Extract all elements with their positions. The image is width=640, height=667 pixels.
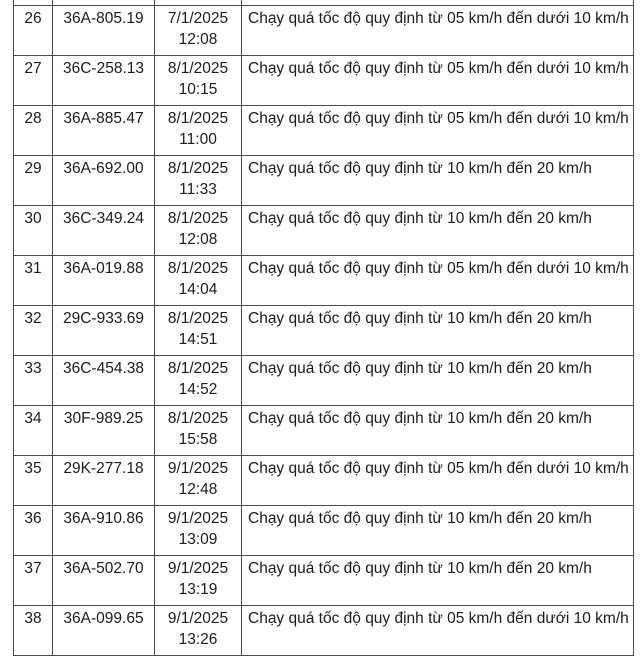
cell-violation — [242, 356, 634, 406]
cell-stt — [14, 356, 53, 406]
table-row — [14, 106, 634, 156]
cell-plate — [53, 6, 155, 56]
cell-time — [155, 356, 242, 406]
cell-stt — [14, 306, 53, 356]
license-plate: 29C-933.69 — [62, 310, 144, 327]
violation-description: Chạy quá tốc độ quy định từ 05 km/h đến dưới 10 km/h — [248, 60, 629, 77]
row-number: 28 — [24, 110, 42, 127]
cell-plate — [53, 456, 155, 506]
violation-description: Chạy quá tốc độ quy định từ 05 km/h đến dưới 10 km/h — [248, 260, 629, 277]
violation-date: 9/1/2025 — [167, 610, 229, 627]
violation-time: 12:08 — [178, 30, 218, 48]
cell-time — [155, 206, 242, 256]
table-row — [14, 456, 634, 506]
row-number: 32 — [24, 310, 42, 327]
cell-stt — [14, 106, 53, 156]
violation-time: 14:52 — [178, 380, 218, 398]
violation-time: 13:19 — [178, 580, 218, 598]
violation-time: 11:00 — [179, 130, 217, 148]
cell-violation — [242, 506, 634, 556]
violation-description: Chạy quá tốc độ quy định từ 10 km/h đến 20 km/h — [248, 310, 592, 327]
table-row — [14, 206, 634, 256]
table-row — [14, 256, 634, 306]
row-number: 27 — [24, 60, 42, 77]
cell-plate — [53, 506, 155, 556]
license-plate: 36A-099.65 — [63, 610, 144, 627]
cell-plate — [53, 606, 155, 656]
violation-description: Chạy quá tốc độ quy định từ 05 km/h đến dưới 10 km/h — [248, 110, 629, 127]
cell-time — [155, 6, 242, 56]
cell-violation — [242, 206, 634, 256]
cell-stt — [14, 56, 53, 106]
cell-time — [155, 256, 242, 306]
cell-stt — [14, 156, 53, 206]
cell-violation — [242, 556, 634, 606]
violation-date: 8/1/2025 — [167, 210, 229, 227]
cell-time — [155, 156, 242, 206]
cell-plate — [53, 156, 155, 206]
cell-time — [155, 506, 242, 556]
violation-description: Chạy quá tốc độ quy định từ 10 km/h đến 20 km/h — [248, 160, 592, 177]
row-number: 37 — [24, 560, 42, 577]
violation-date: 8/1/2025 — [167, 410, 229, 427]
violation-description: Chạy quá tốc độ quy định từ 05 km/h đến dưới 10 km/h — [248, 610, 629, 627]
violation-time: 14:04 — [178, 280, 218, 298]
license-plate: 36A-885.47 — [63, 110, 144, 127]
cell-stt — [14, 406, 53, 456]
violation-time: 12:08 — [178, 230, 218, 248]
cell-stt — [14, 456, 53, 506]
cell-plate — [53, 56, 155, 106]
cell-plate — [53, 556, 155, 606]
cell-stt — [14, 256, 53, 306]
cell-time — [155, 306, 242, 356]
row-number: 29 — [24, 160, 42, 177]
table-row — [14, 406, 634, 456]
row-number: 26 — [24, 10, 42, 27]
table-row — [14, 156, 634, 206]
cell-violation — [242, 106, 634, 156]
violation-time: 12:48 — [178, 480, 218, 498]
row-number: 31 — [24, 260, 42, 277]
license-plate: 36A-692.00 — [63, 160, 144, 177]
violation-description: Chạy quá tốc độ quy định từ 10 km/h đến 20 km/h — [248, 510, 592, 527]
license-plate: 36C-454.38 — [62, 360, 144, 377]
cell-time — [155, 556, 242, 606]
cell-violation — [242, 306, 634, 356]
violation-description: Chạy quá tốc độ quy định từ 10 km/h đến 20 km/h — [248, 410, 592, 427]
table-row — [14, 6, 634, 56]
cell-violation — [242, 456, 634, 506]
violation-time: 13:09 — [178, 530, 218, 548]
table-row — [14, 56, 634, 106]
violation-description: Chạy quá tốc độ quy định từ 05 km/h đến dưới 10 km/h — [248, 460, 629, 477]
violation-time: 10:15 — [178, 80, 218, 98]
cell-stt — [14, 506, 53, 556]
row-number: 34 — [24, 410, 42, 427]
violation-date: 9/1/2025 — [167, 460, 229, 477]
cell-time — [155, 606, 242, 656]
table-row — [14, 306, 634, 356]
violation-time: 14:51 — [178, 330, 218, 348]
cell-plate — [53, 106, 155, 156]
cell-stt — [14, 6, 53, 56]
violation-date: 8/1/2025 — [167, 310, 229, 327]
table-row — [14, 556, 634, 606]
violation-time: 13:26 — [178, 630, 218, 648]
violation-description: Chạy quá tốc độ quy định từ 05 km/h đến dưới 10 km/h — [248, 10, 629, 27]
table-row — [14, 606, 634, 656]
row-number: 35 — [24, 460, 42, 477]
violation-date: 9/1/2025 — [167, 560, 229, 577]
cell-plate — [53, 306, 155, 356]
violation-date: 8/1/2025 — [167, 110, 229, 127]
cell-time — [155, 456, 242, 506]
table-row — [14, 356, 634, 406]
cell-plate — [53, 256, 155, 306]
cell-violation — [242, 406, 634, 456]
license-plate: 36A-019.88 — [63, 260, 144, 277]
cell-violation — [242, 156, 634, 206]
violation-date: 8/1/2025 — [167, 160, 229, 177]
license-plate: 29K-277.18 — [63, 460, 144, 477]
cell-violation — [242, 56, 634, 106]
license-plate: 36A-502.70 — [63, 560, 144, 577]
cell-stt — [14, 556, 53, 606]
license-plate: 36A-910.86 — [63, 510, 144, 527]
row-number: 33 — [24, 360, 42, 377]
cell-violation — [242, 606, 634, 656]
cell-plate — [53, 206, 155, 256]
cell-time — [155, 406, 242, 456]
violation-description: Chạy quá tốc độ quy định từ 10 km/h đến 20 km/h — [248, 360, 592, 377]
license-plate: 36C-258.13 — [62, 60, 144, 77]
cell-plate — [53, 356, 155, 406]
violations-table-body — [14, 0, 634, 656]
cell-violation — [242, 256, 634, 306]
violation-date: 8/1/2025 — [167, 360, 229, 377]
cell-plate — [53, 406, 155, 456]
license-plate: 36A-805.19 — [63, 10, 144, 27]
row-number: 30 — [24, 210, 42, 227]
license-plate: 30F-989.25 — [63, 410, 144, 427]
table-row — [14, 506, 634, 556]
violation-description: Chạy quá tốc độ quy định từ 10 km/h đến 20 km/h — [248, 560, 592, 577]
cell-time — [155, 56, 242, 106]
violation-date: 9/1/2025 — [167, 510, 229, 527]
violation-time: 15:58 — [178, 430, 218, 448]
cell-violation — [242, 6, 634, 56]
violation-description: Chạy quá tốc độ quy định từ 10 km/h đến 20 km/h — [248, 210, 592, 227]
cell-time — [155, 106, 242, 156]
violation-date: 8/1/2025 — [167, 60, 229, 77]
violation-time: 11:33 — [179, 180, 217, 198]
license-plate: 36C-349.24 — [62, 210, 144, 227]
cell-stt — [14, 606, 53, 656]
row-number: 38 — [24, 610, 42, 627]
violations-table — [13, 0, 634, 656]
cell-stt — [14, 206, 53, 256]
violation-date: 7/1/2025 — [167, 10, 229, 27]
row-number: 36 — [24, 510, 42, 527]
violation-date: 8/1/2025 — [167, 260, 229, 277]
